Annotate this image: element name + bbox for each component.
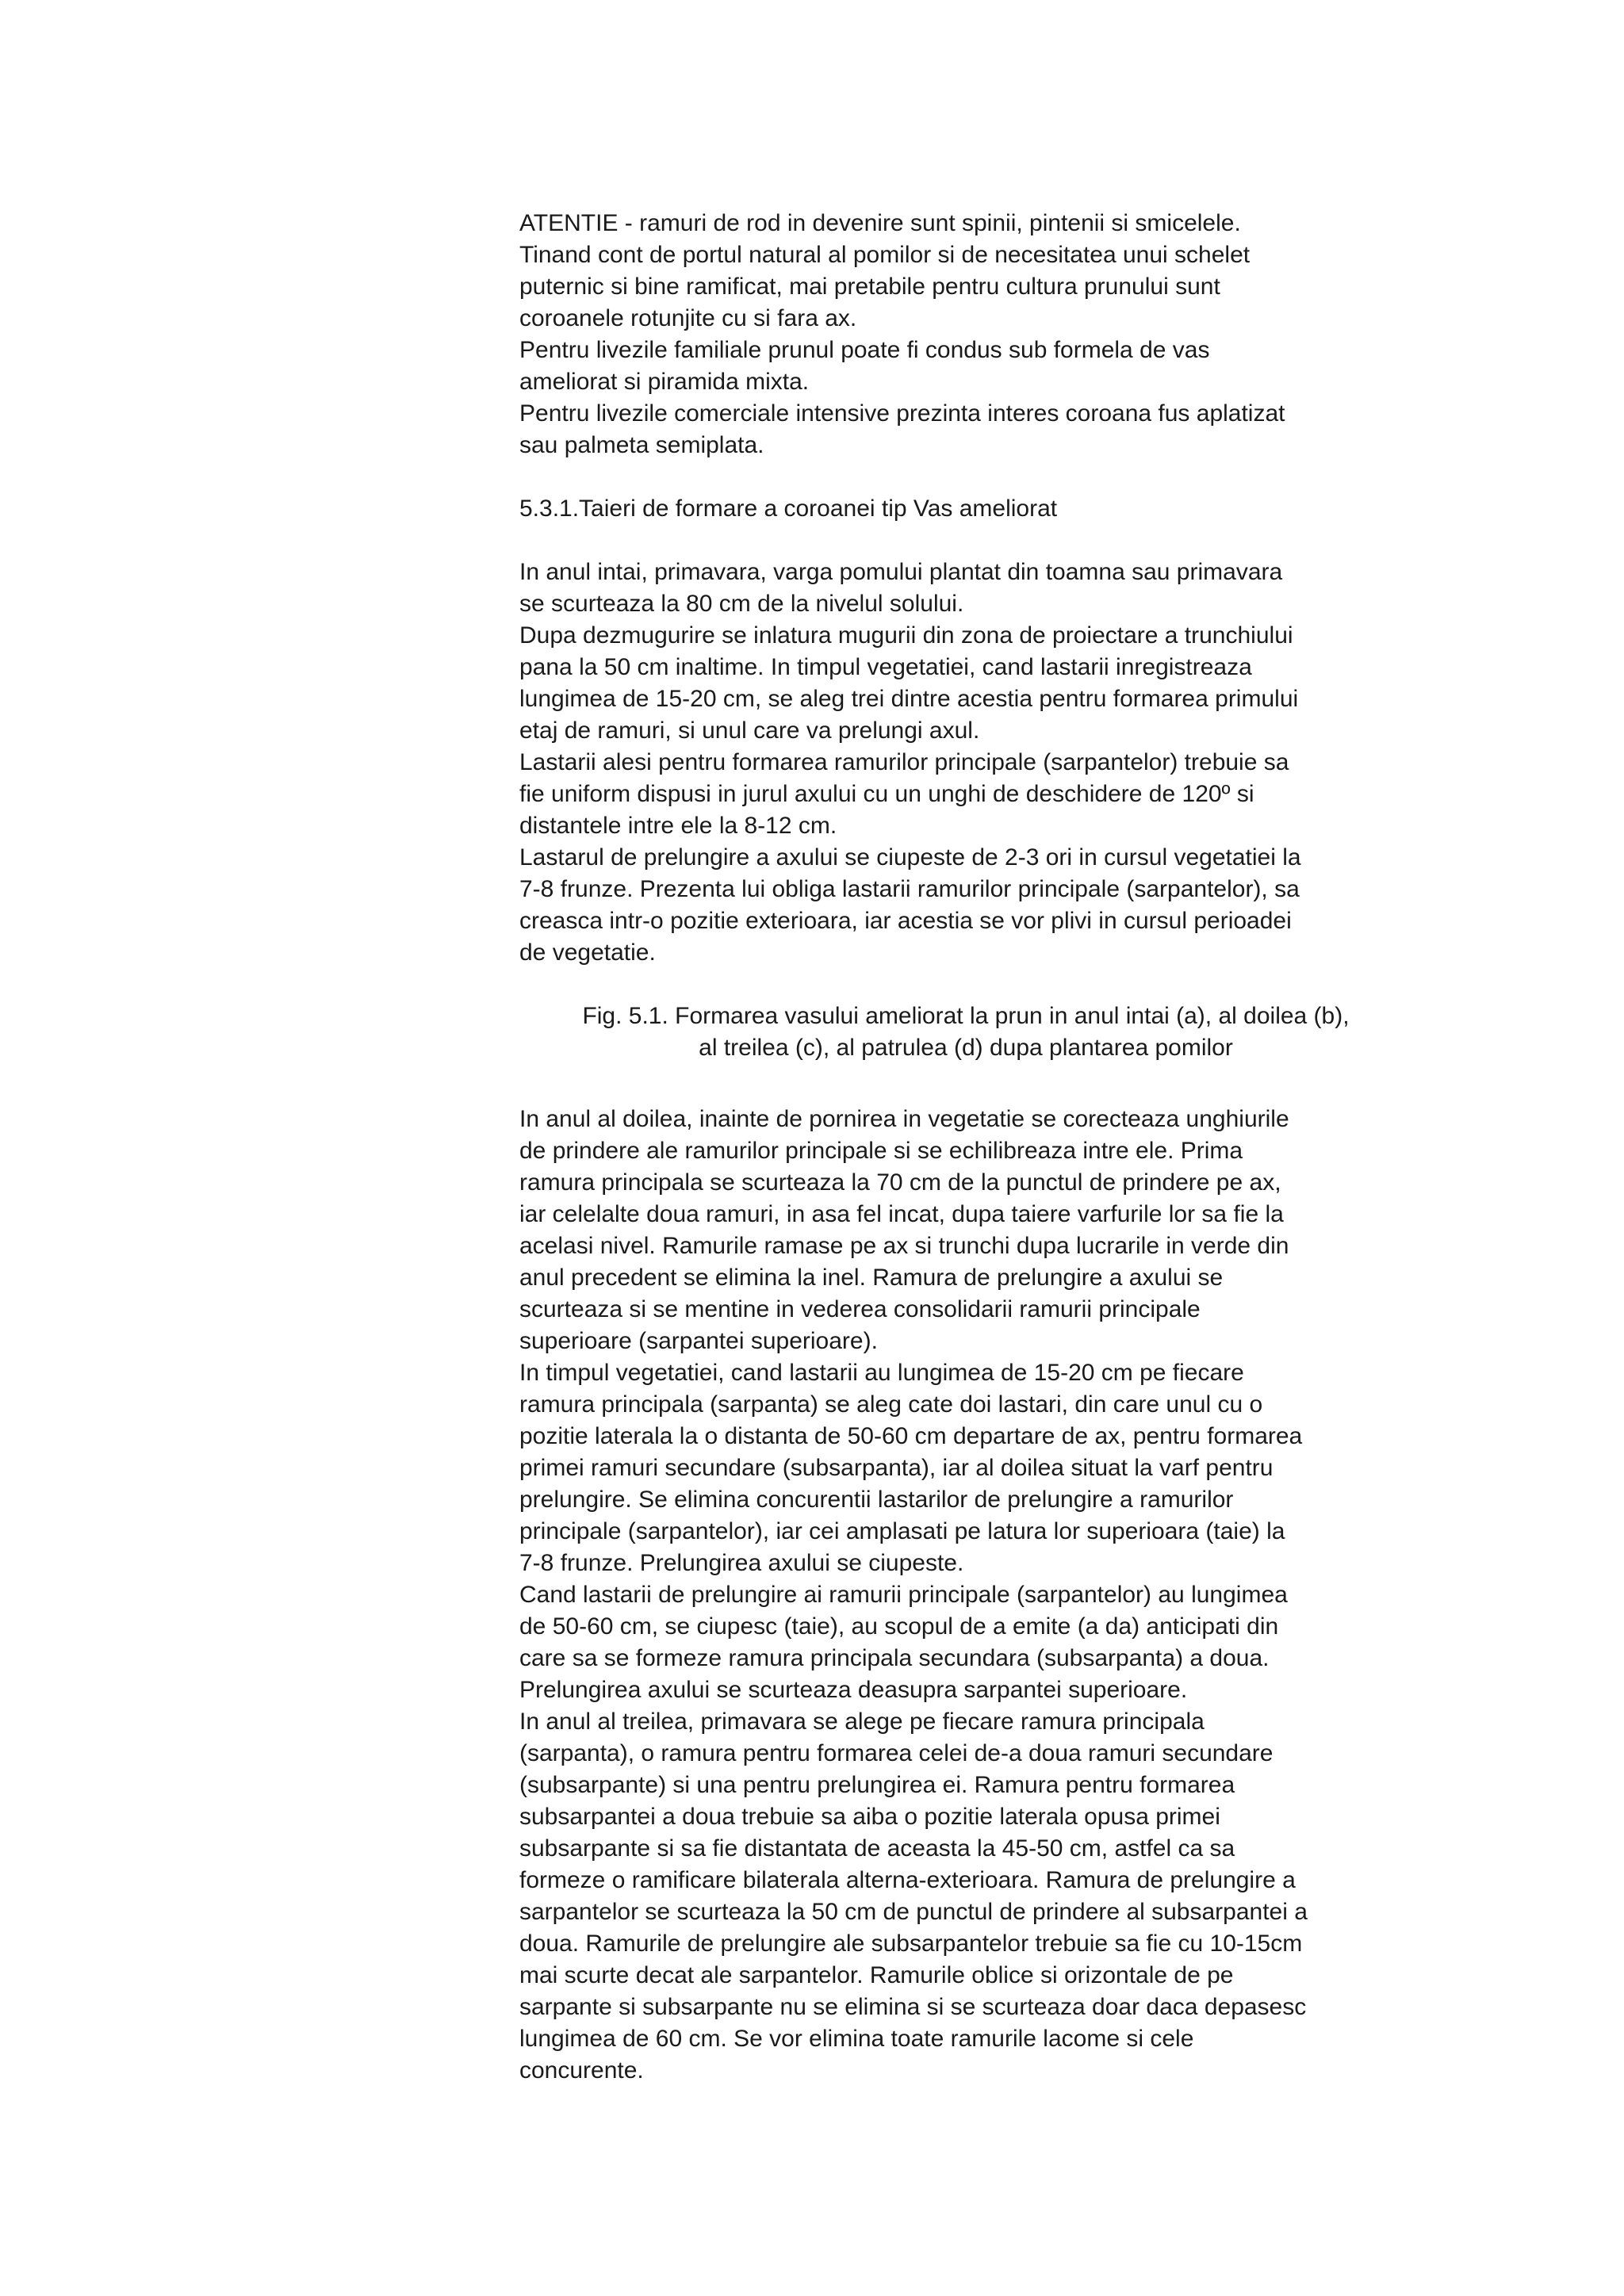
text-line: ramura principala se scurteaza la 70 cm de la punctul de prindere pe ax, — [519, 1169, 1281, 1196]
text-line: etaj de ramuri, si unul care va prelungi axul. — [519, 718, 980, 744]
text-line: acelasi nivel. Ramurile ramase pe ax si trunchi dupa lucrarile in verde din — [519, 1233, 1289, 1259]
text-line: Dupa dezmugurire se inlatura mugurii din zona de proiectare a trunchiului — [519, 622, 1293, 649]
text-line: distantele intre ele la 8-12 cm. — [519, 813, 837, 839]
text-line: lungimea de 60 cm. Se vor elimina toate ramurile lacome si cele — [519, 2026, 1194, 2052]
text-line: Lastarul de prelungire a axului se ciupeste de 2-3 ori in cursul vegetatiei la — [519, 844, 1301, 871]
text-line: iar celelalte doua ramuri, in asa fel incat, dupa taiere varfurile lor sa fie la — [519, 1201, 1284, 1227]
text-line: (sarpanta), o ramura pentru formarea celei de-a doua ramuri secundare — [519, 1740, 1274, 1766]
text-line: anul precedent se elimina la inel. Ramura de prelungire a axului se — [519, 1265, 1224, 1291]
spacer — [519, 525, 1447, 557]
text-line: concurente. — [519, 2057, 644, 2084]
text-line: superioare (sarpantei superioare). — [519, 1328, 878, 1354]
text-line: Lastarii alesi pentru formarea ramurilor principale (sarpantelor) trebuie sa — [519, 749, 1289, 775]
text-line: creasca intr-o pozitie exterioara, iar acestia se vor plivi in cursul perioadei — [519, 908, 1292, 934]
text-line: Pentru livezile comerciale intensive prezinta interes coroana fus aplatizat — [519, 400, 1285, 427]
text-line: ramura principala (sarpanta) se aleg cate doi lastari, din care unul cu o — [519, 1391, 1263, 1418]
spacer — [519, 1064, 1447, 1104]
text-line: subsarpante si sa fie distantata de aceasta la 45-50 cm, astfel ca sa — [519, 1835, 1235, 1862]
text-line: ATENTIE - ramuri de rod in devenire sunt spinii, pintenii si smicelele. — [519, 210, 1241, 236]
text-line: fie uniform dispusi in jurul axului cu un unghi de deschidere de 120º si — [519, 781, 1254, 807]
second-third-year-paragraph — [519, 1104, 1447, 2087]
text-line: Fig. 5.1. Formarea vasului ameliorat la prun in anul intai (a), al doilea (b), — [582, 1003, 1350, 1029]
text-line: de vegetatie. — [519, 939, 656, 966]
text-line: In anul al doilea, inainte de pornirea in vegetatie se corecteaza unghiurile — [519, 1106, 1289, 1132]
intro-paragraph — [519, 208, 1447, 461]
text-line: Cand lastarii de prelungire ai ramurii principale (sarpantelor) au lungimea — [519, 1582, 1288, 1608]
figure-caption — [502, 1001, 1430, 1064]
text-line: 7-8 frunze. Prelungirea axului se ciupeste. — [519, 1550, 964, 1576]
text-line: principale (sarpantelor), iar cei amplasati pe latura lor superioara (taie) la — [519, 1518, 1285, 1544]
text-line: (subsarpante) si una pentru prelungirea ei. Ramura pentru formarea — [519, 1772, 1235, 1798]
spacer — [519, 969, 1447, 1001]
text-line: sarpante si subsarpante nu se elimina si se scurteaza doar daca depasesc — [519, 1994, 1307, 2020]
text-line: sau palmeta semiplata. — [519, 432, 764, 458]
text-line: care sa se formeze ramura principala secundara (subsarpanta) a doua. — [519, 1645, 1270, 1671]
text-line: primei ramuri secundare (subsarpanta), iar al doilea situat la varf pentru — [519, 1455, 1274, 1481]
text-line: de 50-60 cm, se ciupesc (taie), au scopul de a emite (a da) anticipati din — [519, 1613, 1279, 1640]
document-page — [519, 208, 1447, 2087]
text-line: In timpul vegetatiei, cand lastarii au lungimea de 15-20 cm pe fiecare — [519, 1360, 1244, 1386]
text-line: doua. Ramurile de prelungire ale subsarpantelor trebuie sa fie cu 10-15cm — [519, 1931, 1303, 1957]
text-line: Pentru livezile familiale prunul poate fi condus sub formela de vas — [519, 337, 1210, 363]
text-line: pana la 50 cm inaltime. In timpul vegetatiei, cand lastarii inregistreaza — [519, 654, 1252, 680]
first-year-paragraph — [519, 557, 1447, 969]
text-line: prelungire. Se elimina concurentii lastarilor de prelungire a ramurilor — [519, 1487, 1234, 1513]
text-line: lungimea de 15-20 cm, se aleg trei dintre acestia pentru formarea primului — [519, 686, 1299, 712]
text-line: al treilea (c), al patrulea (d) dupa plantarea pomilor — [699, 1035, 1233, 1061]
text-line: coroanele rotunjite cu si fara ax. — [519, 305, 857, 331]
text-line: sarpantelor se scurteaza la 50 cm de punctul de prindere al subsarpantei a — [519, 1899, 1308, 1925]
text-line: subsarpantei a doua trebuie sa aiba o pozitie laterala opusa primei — [519, 1804, 1220, 1830]
text-line: Tinand cont de portul natural al pomilor si de necesitatea unui schelet — [519, 242, 1251, 268]
text-line: puternic si bine ramificat, mai pretabile pentru cultura prunului sunt — [519, 274, 1220, 300]
text-line: 5.3.1.Taieri de formare a coroanei tip Vas ameliorat — [519, 496, 1058, 522]
text-line: Prelungirea axului se scurteaza deasupra sarpantei superioare. — [519, 1677, 1188, 1703]
text-line: mai scurte decat ale sarpantelor. Ramurile oblice si orizontale de pe — [519, 1962, 1234, 1988]
section-heading — [519, 493, 1447, 525]
text-line: ameliorat si piramida mixta. — [519, 369, 810, 395]
text-line: se scurteaza la 80 cm de la nivelul solului. — [519, 591, 964, 617]
text-line: In anul al treilea, primavara se alege pe fiecare ramura principala — [519, 1709, 1205, 1735]
text-line: pozitie laterala la o distanta de 50-60 cm departare de ax, pentru formarea — [519, 1423, 1303, 1449]
text-line: formeze o ramificare bilaterala alterna-exterioara. Ramura de prelungire a — [519, 1867, 1296, 1893]
spacer — [519, 461, 1447, 493]
text-line: de prindere ale ramurilor principale si se echilibreaza intre ele. Prima — [519, 1138, 1243, 1164]
text-line: scurteaza si se mentine in vederea consolidarii ramurii principale — [519, 1296, 1201, 1322]
text-line: In anul intai, primavara, varga pomului plantat din toamna sau primavara — [519, 559, 1283, 585]
text-line: 7-8 frunze. Prezenta lui obliga lastarii ramurilor principale (sarpantelor), sa — [519, 876, 1300, 902]
